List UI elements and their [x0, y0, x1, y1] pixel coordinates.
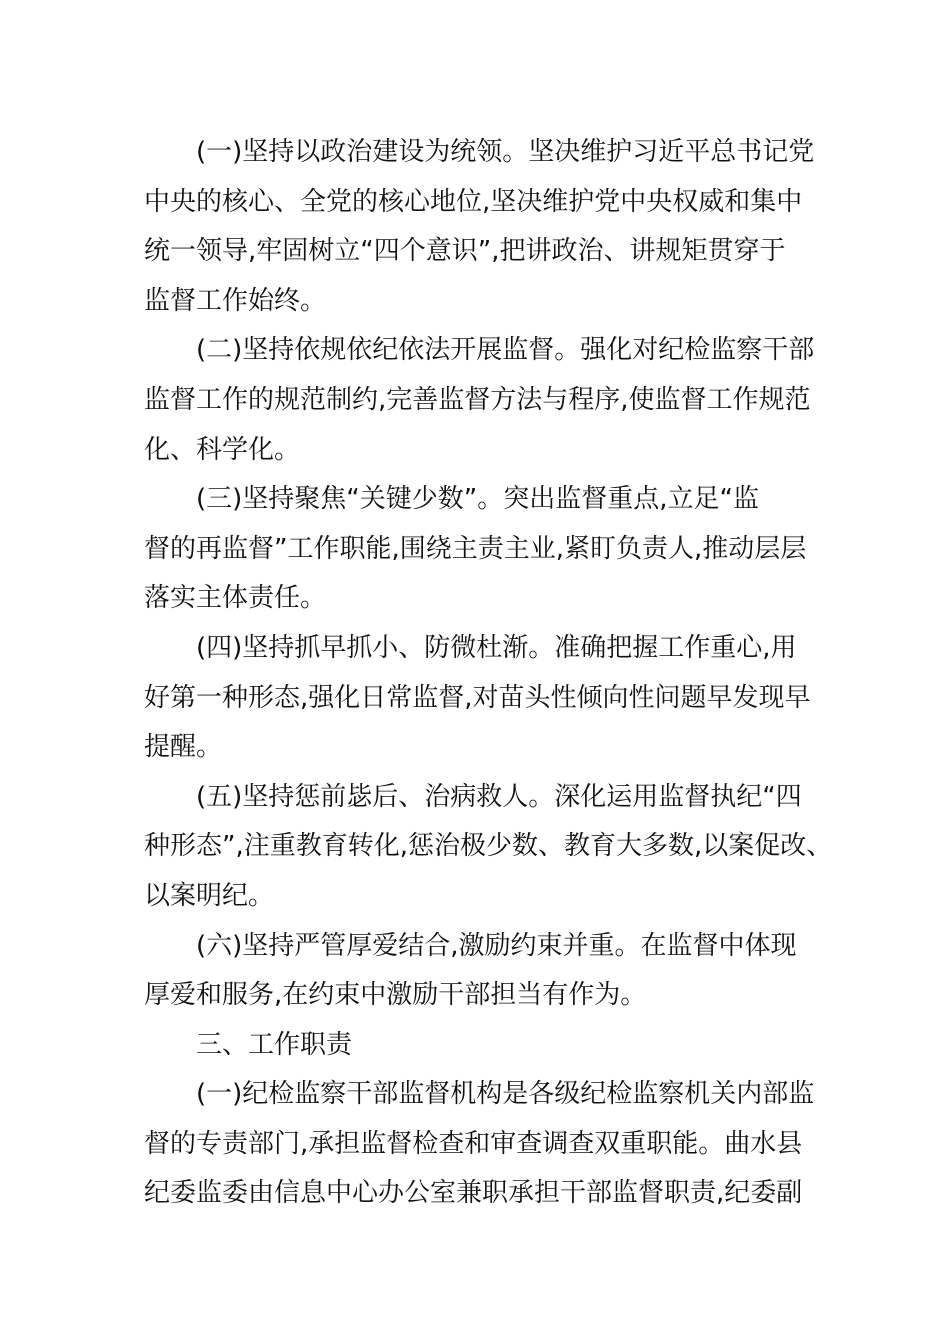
section-heading: 三、工作职责 [196, 1029, 353, 1060]
text-line-14: (五)坚持惩前毖后、治病救人。深化运用监督执纪“四 [196, 781, 802, 812]
text-line-21: 督的专责部门,承担监督检查和审查调查双重职能。曲水县 [144, 1128, 803, 1159]
text-line-13: 提醒。 [144, 732, 223, 763]
document-body [144, 128, 833, 1219]
text-line-9: 督的再监督”工作职能,围绕主责主业,紧盯负责人,推动层层 [144, 533, 807, 564]
text-line-4: 监督工作始终。 [144, 285, 327, 316]
text-line-16: 以案明纪。 [144, 880, 275, 911]
text-line-17: (六)坚持严管厚爱结合,激励约束并重。在监督中体现 [196, 930, 797, 961]
text-line-12: 好第一种形态,强化日常监督,对苗头性倾向性问题早发现早 [144, 682, 811, 713]
text-line-10: 落实主体责任。 [144, 583, 327, 614]
text-line-20: (一)纪检监察干部监督机构是各级纪检监察机关内部监 [196, 1079, 815, 1110]
text-line-15: 种形态”,注重教育转化,惩治极少数、教育大多数,以案促改、 [144, 831, 833, 862]
text-line-18: 厚爱和服务,在约束中激励干部担当有作为。 [144, 980, 647, 1011]
text-line-3: 统一领导,牢固树立“四个意识”,把讲政治、讲规矩贯穿于 [144, 236, 786, 267]
text-line-1: (一)坚持以政治建设为统领。坚决维护习近平总书记党 [196, 137, 815, 167]
text-line-6: 监督工作的规范制约,完善监督方法与程序,使监督工作规范 [144, 384, 811, 415]
text-line-7: 化、科学化。 [144, 434, 301, 465]
text-line-8: (三)坚持聚焦“关键少数”。突出监督重点,立足“监 [196, 484, 759, 515]
text-line-2: 中央的核心、全党的核心地位,坚决维护党中央权威和集中 [144, 186, 803, 217]
text-line-5: (二)坚持依规依纪依法开展监督。强化对纪检监察干部 [196, 335, 815, 366]
text-line-22: 纪委监委由信息中心办公室兼职承担干部监督职责,纪委副 [144, 1178, 803, 1209]
text-line-11: (四)坚持抓早抓小、防微杜渐。准确把握工作重心,用 [196, 632, 797, 663]
